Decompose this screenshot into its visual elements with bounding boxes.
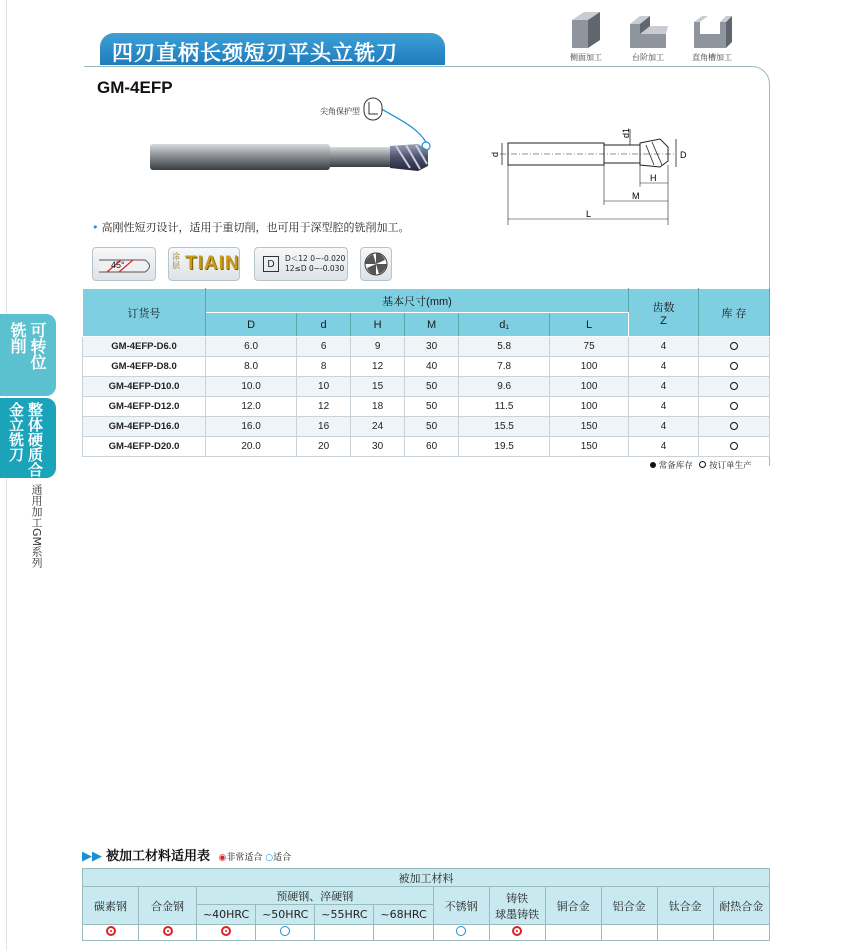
table-row: GM-4EFP-D6.0 6.0 6 9 30 5.8 75 4 <box>83 337 770 357</box>
order-circle-icon <box>730 362 738 370</box>
dimension-diagram <box>480 115 720 235</box>
suitability-row <box>83 925 770 941</box>
svg-text:H: H <box>650 173 657 183</box>
page-title: 四刃直柄长颈短刃平头立铣刀 <box>112 41 398 65</box>
helix-icon <box>93 248 155 280</box>
suitable-icon <box>456 926 466 936</box>
order-circle-icon <box>730 402 738 410</box>
suitable-icon: ○ <box>265 853 274 863</box>
side-milling-icon <box>566 10 606 50</box>
col-d1: d₁ <box>459 313 550 337</box>
table-row: GM-4EFP-D20.0 20.0 20 30 60 19.5 150 4 <box>83 437 770 457</box>
suitability-cell <box>545 925 601 941</box>
coating-name: TIAIN <box>185 253 240 274</box>
col-H: H <box>351 313 405 337</box>
tolerance-symbol: D <box>263 256 279 272</box>
very-suitable-icon <box>163 926 173 936</box>
step-milling-icon <box>626 10 670 50</box>
table-row: GM-4EFP-D8.0 8.0 8 12 40 7.8 100 4 <box>83 357 770 377</box>
tolerance-badge: D D＜12 0~-0.020 12≤D 0~-0.030 <box>254 247 348 281</box>
col-d: d <box>297 313 351 337</box>
suitability-cell <box>197 925 256 941</box>
svg-text:45°: 45° <box>111 260 125 270</box>
suitable-icon <box>280 926 290 936</box>
basic-size-header: 基本尺寸(mm) <box>206 289 629 313</box>
bullet-icon: • <box>92 221 99 234</box>
svg-text:D: D <box>680 150 687 160</box>
svg-text:d: d <box>490 151 500 157</box>
double-arrow-icon: ▶▶ <box>82 849 102 864</box>
end-mill-image <box>148 96 448 186</box>
col-D: D <box>206 313 297 337</box>
four-flute-icon <box>361 248 391 280</box>
materials-title: ▶▶ 被加工材料适用表 ◉非常适合 ○适合 <box>82 849 292 864</box>
four-flute-badge <box>360 247 392 281</box>
suitability-cell <box>489 925 545 941</box>
suitability-cell <box>256 925 315 941</box>
side-milling: 侧面加工 <box>556 10 616 63</box>
slot-milling-icon <box>690 10 734 50</box>
step-milling: 台阶加工 <box>618 10 678 63</box>
tab-solid-carbide-end-mill[interactable]: 金立铣刀 整体硬质合 <box>0 398 56 478</box>
coating-badge: 涂层 TIAIN <box>168 247 240 281</box>
tab-indexable-milling[interactable]: 铣削 可转位 <box>0 314 56 396</box>
stock-dot-icon <box>650 462 656 468</box>
very-suitable-icon <box>512 926 522 936</box>
suitability-cell <box>315 925 374 941</box>
series-label: 通用加工GM系列 <box>30 484 43 569</box>
order-circle-icon <box>730 422 738 430</box>
order-circle-icon <box>730 382 738 390</box>
slot-milling: 直角槽加工 <box>682 10 742 63</box>
col-M: M <box>405 313 459 337</box>
helix-angle-badge <box>92 247 156 281</box>
order-circle-icon <box>730 342 738 350</box>
svg-text:M: M <box>632 191 640 201</box>
svg-text:L: L <box>586 209 592 219</box>
svg-text:d1: d1 <box>621 127 631 138</box>
table-row: GM-4EFP-D16.0 16.0 16 24 50 15.5 150 4 <box>83 417 770 437</box>
very-suitable-icon: ◉ <box>218 853 227 863</box>
feature-text: • 高刚性短刃设计，适用于重切削，也可用于深型腔的铣削加工。 <box>92 221 410 234</box>
suitability-cell <box>374 925 433 941</box>
stock-legend: 常备库存 按订单生产 <box>650 459 752 471</box>
title-bar <box>100 33 445 65</box>
corner-protection-label: 尖角保护型 <box>320 107 360 116</box>
stock-header: 库 存 <box>699 289 770 337</box>
table-row: GM-4EFP-D12.0 12.0 12 18 50 11.5 100 4 <box>83 397 770 417</box>
model-code: GM-4EFP <box>97 78 173 97</box>
operation-icons <box>556 10 746 65</box>
table-row: GM-4EFP-D10.0 10.0 10 15 50 9.6 100 4 <box>83 377 770 397</box>
suitability-cell <box>601 925 657 941</box>
very-suitable-icon <box>221 926 231 936</box>
materials-group-header: 被加工材料 <box>83 869 770 887</box>
order-ring-icon <box>699 461 706 468</box>
spec-table <box>82 288 770 457</box>
suitability-cell <box>713 925 769 941</box>
suitability-cell <box>433 925 489 941</box>
order-no-header: 订货号 <box>83 289 206 337</box>
suitability-cell <box>657 925 713 941</box>
col-L: L <box>550 313 629 337</box>
materials-table: 被加工材料 碳素钢 合金钢 预硬钢、淬硬钢 不锈钢 铸铁 球墨铸铁 铜合金 铝合金 钛合金 耐热合金 ~40HRC ~50HRC ~55HRC ~68HRC <box>82 868 770 941</box>
order-circle-icon <box>730 442 738 450</box>
very-suitable-icon <box>106 926 116 936</box>
suitability-cell <box>83 925 139 941</box>
teeth-header: 齿数 Z <box>629 289 699 337</box>
suitability-cell <box>139 925 197 941</box>
